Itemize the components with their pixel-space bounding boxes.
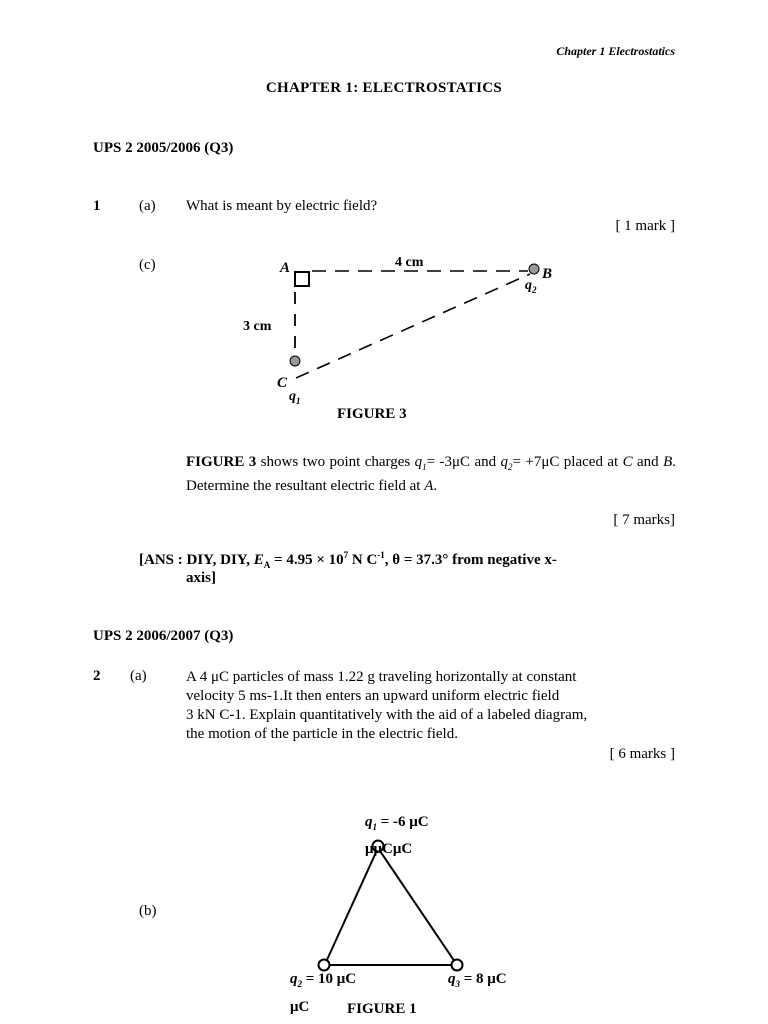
right-angle-marker: [295, 272, 309, 286]
q2-part-a-label: (a): [130, 668, 147, 684]
charge-q3-node: [452, 960, 463, 971]
figure-1-caption: FIGURE 1: [347, 1001, 417, 1017]
q2-part-a-text: [186, 668, 676, 744]
distance-ab-label: 4 cm: [395, 255, 424, 270]
charge-q2-node: [319, 960, 330, 971]
section-heading-2005: UPS 2 2005/2006 (Q3): [93, 140, 234, 156]
q1-part-c-label: (c): [139, 257, 156, 273]
q1-part-c-marks: [ 7 marks]: [613, 512, 675, 528]
label-c: C: [277, 375, 288, 391]
q1-answer-line-2: axis]: [186, 570, 216, 586]
section-heading-2006: UPS 2 2006/2007 (Q3): [93, 628, 234, 644]
q2-text-line-3: 3 kN C-1. Explain quantitatively with the aid of a labeled diagram,: [186, 707, 588, 723]
question-1-number: 1: [93, 198, 101, 214]
label-b: B: [542, 266, 553, 282]
figure-3-caption: FIGURE 3: [337, 406, 407, 422]
q2-part-a-marks: [ 6 marks ]: [609, 746, 675, 762]
distance-ac-label: 3 cm: [243, 319, 272, 334]
fig1-q2-label: $q_2 = 10$ μC: [290, 971, 357, 989]
q1-part-a-label: (a): [139, 198, 156, 214]
page-title: CHAPTER 1: ELECTROSTATICS: [265, 80, 503, 96]
charge-q1-dot: [290, 356, 300, 366]
fig1-q1-extra: μμCμC: [365, 841, 413, 857]
q1-answer-line-1: [ANS : DIY, DIY, $E_A = 4.95 \times 10^7$ N $C^{-1}$, θ = 37.3° from negative x-: [139, 550, 557, 570]
q2-text-line-1: A 4 μC particles of mass 1.22 g traveling horizontally at constant: [186, 669, 577, 685]
fig1-q3-label: $q_3 = 8$ μC: [448, 971, 507, 989]
chapter-header: Chapter 1 Electrostatics: [556, 44, 675, 58]
charge-q2-dot: [529, 264, 539, 274]
label-a: A: [280, 260, 291, 276]
q1-part-a-text: What is meant by electric field?: [186, 198, 378, 214]
q2-text-line-2: velocity 5 ms-1.It then enters an upward uniform electric field: [186, 688, 560, 704]
q2-label: $q_2$: [525, 278, 537, 295]
question-2-number: 2: [93, 668, 101, 684]
triangle-side-right: [378, 848, 455, 962]
q1-part-c-text: FIGURE 3 shows two point charges $q_1= -3\mu C$ and $q_2= +7\mu C$ placed at C and B. Determine the resultant electric field at A.: [186, 454, 676, 494]
q2-text-line-4: the motion of the particle in the electric field.: [186, 726, 458, 742]
fig1-q1-label: $q_1 = -6$ μC: [365, 814, 429, 832]
triangle-side-left: [326, 848, 378, 962]
fig1-q2-extra: μC: [290, 999, 310, 1015]
q1-part-a-marks: [ 1 mark ]: [615, 218, 675, 234]
q2-part-b-label: (b): [139, 903, 157, 919]
q1-label: $q_1$: [289, 389, 301, 406]
line-c-b: [296, 274, 530, 378]
